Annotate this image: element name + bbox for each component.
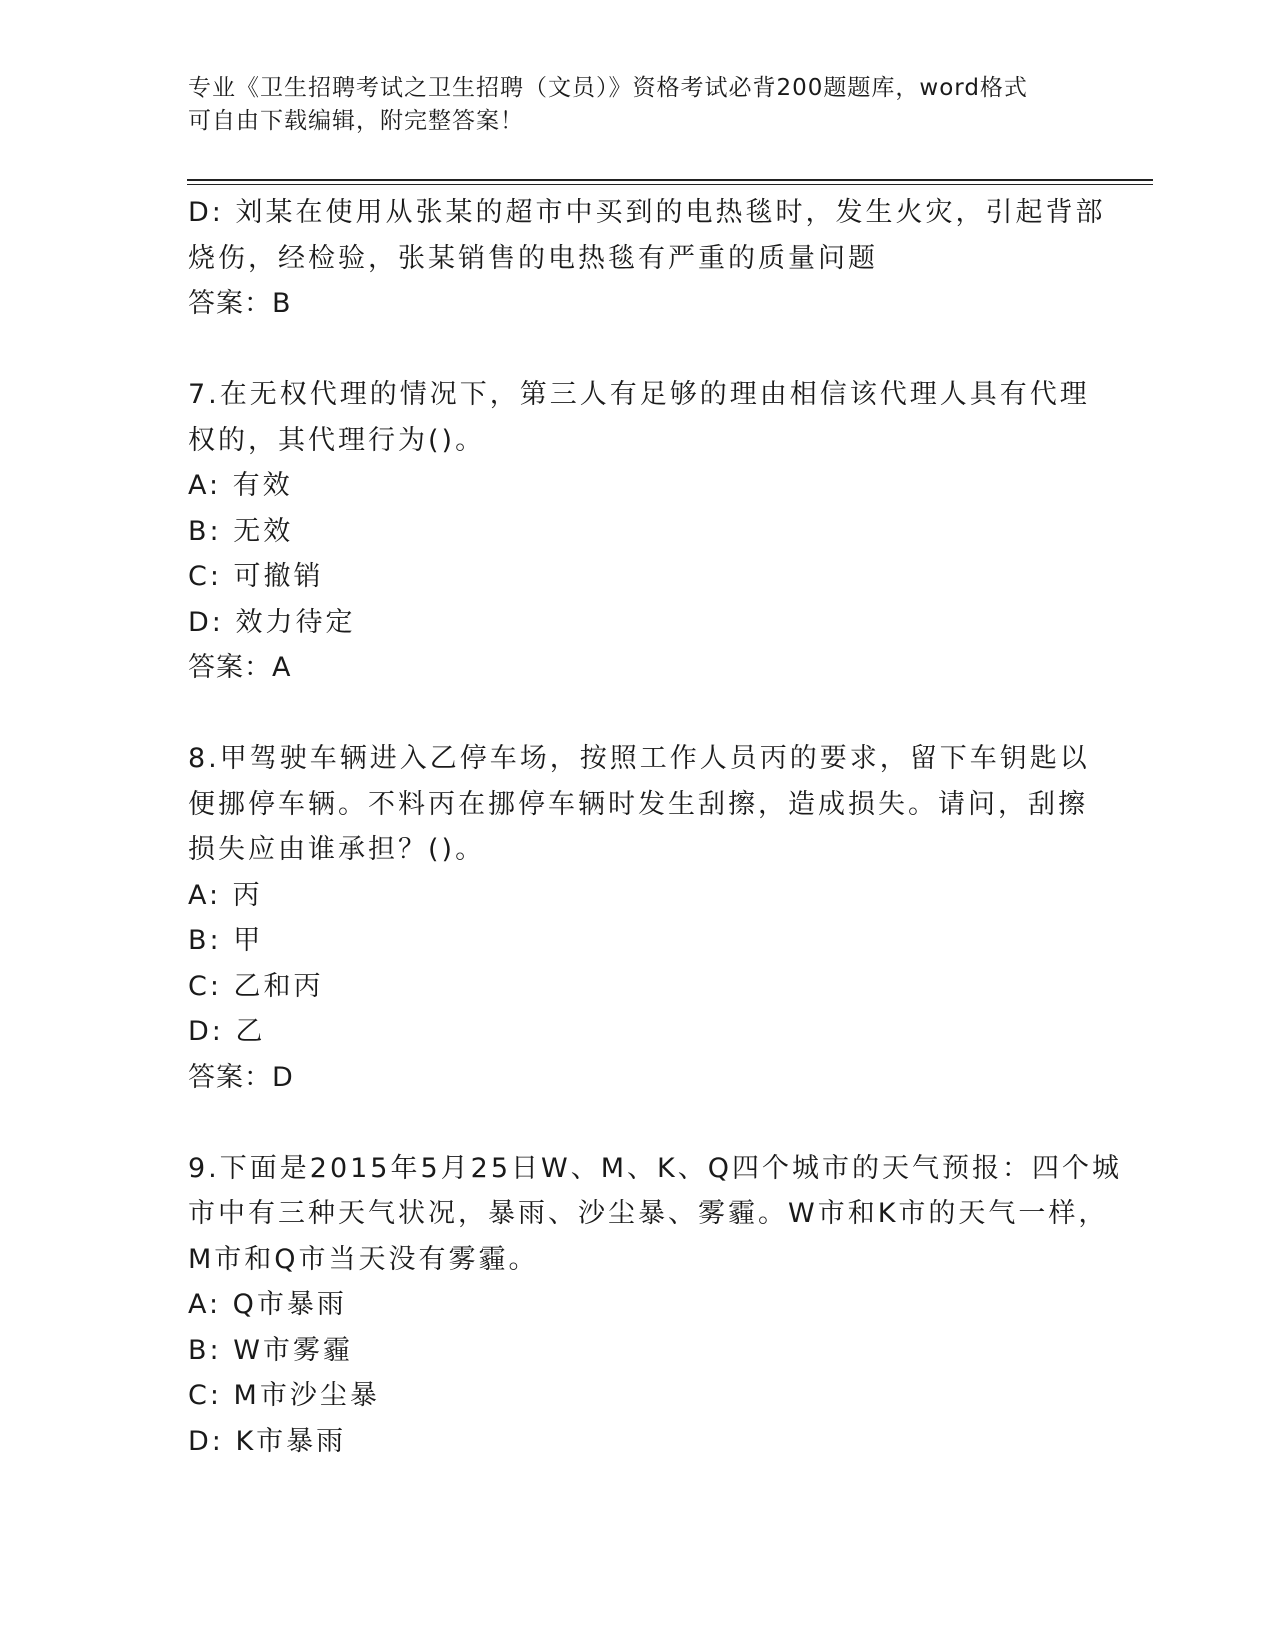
header-line-2: 可自由下载编辑，附完整答案！ xyxy=(188,108,524,134)
spacer xyxy=(188,691,1088,737)
question-stem-line-1: 7.在无权代理的情况下，第三人有足够的理由相信该代理人具有代理 xyxy=(188,379,1090,410)
spacer xyxy=(188,1100,1088,1146)
option-a: A: 丙 xyxy=(188,879,263,911)
header-divider-thin xyxy=(187,184,1153,185)
option-b: B: W市雾霾 xyxy=(188,1334,353,1366)
spacer xyxy=(188,327,1088,373)
question-stem-line-1: 8.甲驾驶车辆进入乙停车场，按照工作人员丙的要求，留下车钥匙以 xyxy=(188,743,1090,774)
answer-label: 答案：B xyxy=(188,288,292,319)
answer-label: 答案：D xyxy=(188,1061,294,1093)
option-a: A: Q市暴雨 xyxy=(188,1289,347,1320)
option-a: A: 有效 xyxy=(188,470,293,501)
option-d-line-2: 烧伤，经检验，张某销售的电热毯有严重的质量问题 xyxy=(188,242,878,274)
question-stem-line-2: 便挪停车辆。不料丙在挪停车辆时发生刮擦，造成损失。请问，刮擦 xyxy=(188,788,1088,820)
option-b: B: 无效 xyxy=(188,515,294,547)
option-d-line-1: D: 刘某在使用从张某的超市中买到的电热毯时，发生火灾，引起背部 xyxy=(188,197,1106,228)
header-line-1: 专业《卫生招聘考试之卫生招聘（文员）》资格考试必背200题题库，word格式 xyxy=(188,75,1028,101)
question-stem-line-3: M市和Q市当天没有雾霾。 xyxy=(188,1243,539,1275)
question-7 xyxy=(188,372,1088,691)
question-content xyxy=(188,190,1122,1464)
previous-question-tail xyxy=(188,190,1106,327)
question-stem-line-2: 权的，其代理行为()。 xyxy=(188,424,486,456)
question-stem-line-3: 损失应由谁承担？()。 xyxy=(188,834,486,865)
option-d: D: 乙 xyxy=(188,1016,266,1047)
option-c: C: 可撤销 xyxy=(188,561,324,592)
question-9 xyxy=(188,1146,1122,1465)
option-d: D: K市暴雨 xyxy=(188,1425,347,1457)
option-c: C: 乙和丙 xyxy=(188,970,324,1002)
answer-label: 答案：A xyxy=(188,652,292,683)
document-header xyxy=(188,72,1068,138)
question-8 xyxy=(188,736,1088,1100)
question-stem-line-1: 9.下面是2015年5月25日W、M、K、Q四个城市的天气预报：四个城 xyxy=(188,1152,1122,1184)
question-stem-line-2: 市中有三种天气状况，暴雨、沙尘暴、雾霾。W市和K市的天气一样， xyxy=(188,1198,1109,1229)
option-c: C: M市沙尘暴 xyxy=(188,1380,380,1411)
option-b: B: 甲 xyxy=(188,925,264,956)
option-d: D: 效力待定 xyxy=(188,606,356,638)
header-divider-thick xyxy=(187,179,1153,181)
